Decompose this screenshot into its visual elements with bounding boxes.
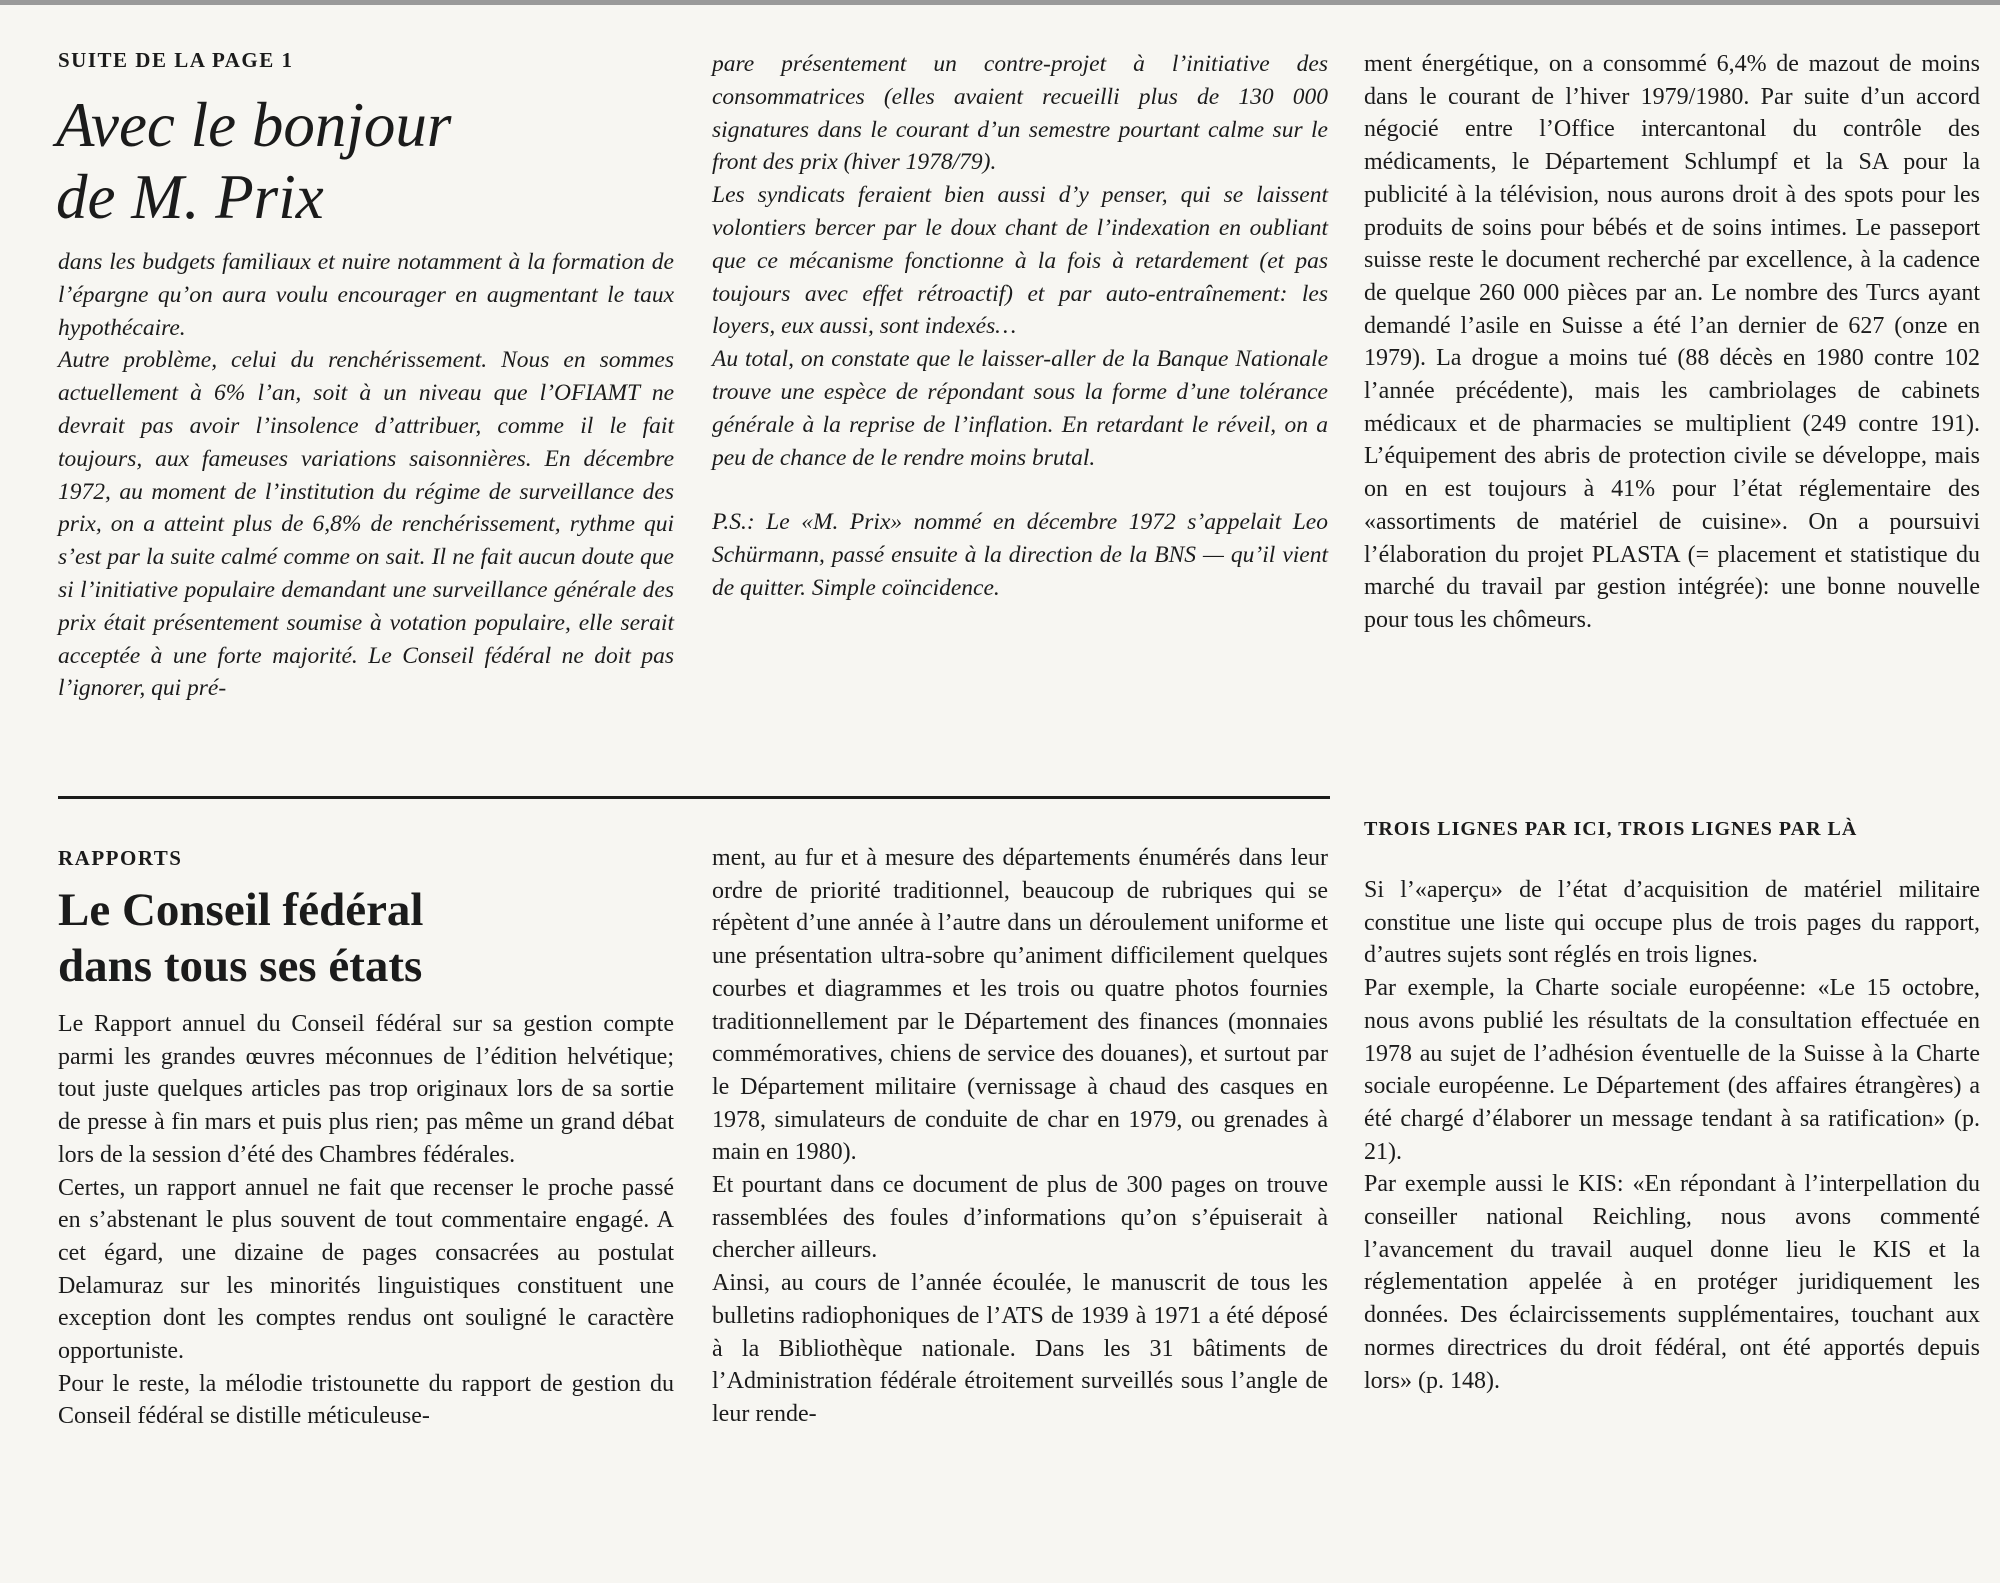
article2-col1-paragraph: Certes, un rapport annuel ne fait que recenser le proche passé en s’abstenant le plus souvent de tout commentaire engagé. A cet égard, une dizaine de pages consacrées au postulat Delamuraz sur les minorités linguistiques constituent une exception dont les comptes rendus ont souligné le caractère opportuniste. — [58, 1174, 674, 1365]
article2-col1-paragraph: Pour le reste, la mélodie tristounette du rapport de gestion du Conseil fédéral se distille méticuleuse- — [58, 1370, 674, 1430]
article-divider-rule — [58, 796, 1330, 799]
column3-paragraph: ment énergétique, on a consommé 6,4% de mazout de moins dans le courant de l’hiver 1979/1980. Par suite d’un accord négocié entre l’Office intercantonal du contrôle des médicaments, le Département Schlumpf et la SA pour la publicité à la télévision, nous aurons droit à des spots pour les produits de soins pour bébés et de soins intimes. Le passeport suisse reste le document recherché par excellence, à la cadence de quelque 260 000 pièces par an. Le nombre des Turcs ayant demandé l’asile en Suisse a été l’an dernier de 627 (onze en 1979). La drogue a moins tué (88 décès en 1980 contre 102 l’année précédente), mais les cambriolages de cabinets médicaux et de pharmacies se multiplient (249 contre 191). L’équipement des abris de protection civile se développe, mais on en est toujours à 41% pour l’état réglementaire des «assortiments de matériel de cuisine». On a poursuivi l’élaboration du projet PLASTA (= placement et statistique du marché du travail par gestion intégrée): une bonne nouvelle pour tous les chômeurs. — [1364, 51, 1980, 633]
article2-title-line2: dans tous ses états — [58, 940, 423, 992]
sidebar-column — [1364, 874, 1980, 1397]
article1-col1-paragraph: dans les budgets familiaux et nuire notamment à la formation de l’épargne qu’on aura voulu encourager en augmentant le taux hypothécaire. — [58, 249, 674, 341]
article1-col2-paragraph: Les syndicats feraient bien aussi d’y penser, qui se laissent volontiers bercer par le doux chant de l’indexation en oubliant que ce mécanisme fonctionne à la fois à retardement (et pas toujours avec effet rétroactif) et par auto-entraînement: les loyers, eux aussi, sont indexés… — [712, 182, 1328, 340]
article2-column1 — [58, 1008, 674, 1433]
sidebar-paragraph: Par exemple aussi le KIS: «En répondant à l’interpellation du conseiller national Reichling, nous avons commenté l’avancement du travail auquel donne lieu le KIS et la réglementation appelée à en protéger juridiquement les données. Des éclaircissements supplémentaires, touchant aux normes directrices du droit fédéral, ont été apportés depuis lors» (p. 148). — [1364, 1171, 1980, 1394]
sidebar-paragraph: Par exemple, la Charte sociale européenne: «Le 15 octobre, nous avons publié les résultats de la consultation effectuée en 1978 au sujet de l’adhésion éventuelle de la Suisse à la Charte sociale européenne. Le Département (des affaires étrangères) a été chargé d’élaborer un message tendant à sa ratification» (p. 21). — [1364, 975, 1980, 1165]
article2-col1-paragraph: Le Rapport annuel du Conseil fédéral sur sa gestion compte parmi les grandes œuvres méconnues de l’édition helvétique; tout juste quelques articles pas trop originaux lors de sa sortie de presse à fin mars et puis plus rien; pas même un grand débat lors de la session d’été des Chambres fédérales. — [58, 1011, 674, 1168]
article2-column2 — [712, 842, 1328, 1431]
article1-title-line1: Avec le bonjour — [56, 90, 452, 160]
sidebar-kicker: TROIS LIGNES PAR ICI, TROIS LIGNES PAR LÀ — [1364, 818, 1858, 840]
article1-title — [56, 89, 451, 233]
article1-postscript: P.S.: Le «M. Prix» nommé en décembre 1972 s’appelait Leo Schürmann, passé ensuite à la direction de la BNS — qu’il vient de quitter. Simple coïncidence. — [712, 509, 1328, 601]
article2-title — [58, 882, 424, 994]
article1-kicker: SUITE DE LA PAGE 1 — [58, 48, 294, 72]
article2-title-line1: Le Conseil fédéral — [58, 884, 424, 936]
article1-title-line2: de M. Prix — [56, 162, 324, 232]
article1-col1-paragraph: Autre problème, celui du renchérissement. Nous en sommes actuellement à 6% l’an, soit à un niveau que l’OFIAMT ne devrait pas avoir l’insolence d’attribuer, comme il le fait toujours, aux fameuses variations saisonnières. En décembre 1972, au moment de l’institution du régime de surveillance des prix, on a atteint plus de 6,8% de renchérissement, rythme qui s’est par la suite calmé comme on sait. Il ne fait aucun doute que si l’initiative populaire demandant une surveillance générale des prix était présentement soumise à votation populaire, elle serait acceptée à une forte majorité. Le Conseil fédéral ne doit pas l’ignorer, qui pré- — [58, 347, 674, 702]
column3-continuation — [1364, 48, 1980, 637]
article2-kicker: RAPPORTS — [58, 846, 183, 870]
top-border — [0, 0, 2000, 5]
article1-col2-paragraph: Au total, on constate que le laisser-aller de la Banque Nationale trouve une espèce de répondant sous la forme d’une tolérance générale à la reprise de l’inflation. En retardant le réveil, on a peu de chance de le rendre moins brutal. — [712, 346, 1328, 471]
article1-column2 — [712, 48, 1328, 605]
sidebar-paragraph: Si l’«aperçu» de l’état d’acquisition de matériel militaire constitue une liste qui occupe plus de trois pages du rapport, d’autres sujets sont réglés en trois lignes. — [1364, 877, 1980, 969]
article1-col2-paragraph: pare présentement un contre-projet à l’initiative des consommatrices (elles avaient recueilli plus de 130 000 signatures dans le courant d’un semestre pourtant calme sur le front des prix (hiver 1978/79). — [712, 51, 1328, 176]
article2-col2-paragraph: ment, au fur et à mesure des départements énumérés dans leur ordre de priorité traditionnel, beaucoup de rubriques qui se répètent d’une année à l’autre dans un déroulement uniforme et une présentation ultra-sobre qu’animent difficilement quelques courbes et diagrammes et les trois ou quatre photos fournies traditionnellement par le Département des finances (monnaies commémoratives, chiens de service des douanes), et surtout par le Département militaire (vernissage à chaud des casques en 1978, simulateurs de conduite de char en 1979, ou grenades à main en 1980). — [712, 845, 1328, 1166]
article1-column1 — [58, 246, 674, 705]
article2-col2-paragraph: Ainsi, au cours de l’année écoulée, le manuscrit de tous les bulletins radiophoniques de l’ATS de 1939 à 1971 a été déposé à la Bibliothèque nationale. Dans les 31 bâtiments de l’Administration fédérale étroitement surveillés sous l’angle de leur rende- — [712, 1270, 1328, 1427]
article2-col2-paragraph: Et pourtant dans ce document de plus de 300 pages on trouve rassemblées des foules d’informations qu’on s’épuiserait à chercher ailleurs. — [712, 1172, 1328, 1264]
